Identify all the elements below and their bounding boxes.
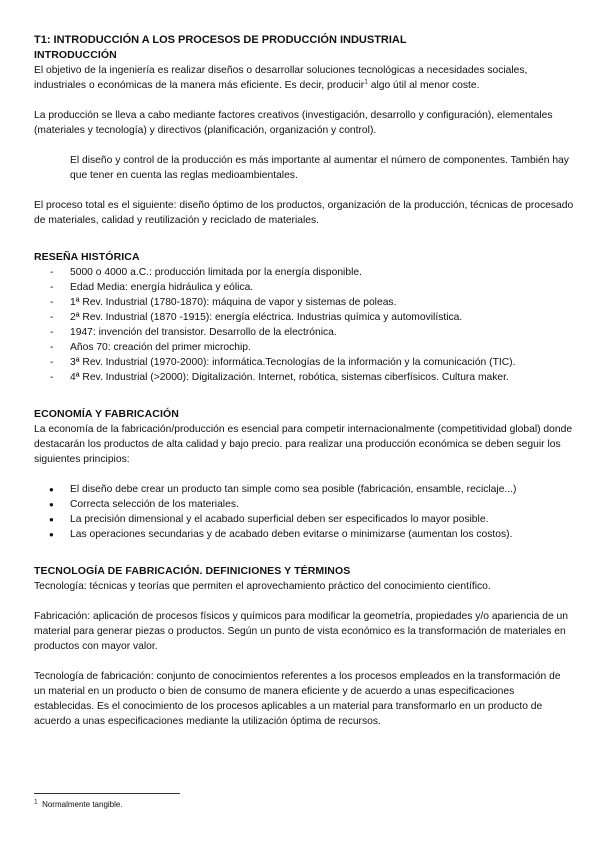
footnote-divider: [34, 793, 180, 794]
list-item: ● Correcta selección de los materiales.: [34, 497, 574, 512]
intro-paragraph-4: El proceso total es el siguiente: diseño óptimo de los productos, organización de la producción, técnicas de procesado de materiales, calidad y reutilización y reciclado de materiales.: [34, 200, 574, 226]
economy-heading: ECONOMÍA Y FABRICACIÓN: [34, 408, 179, 420]
document-page: [34, 33, 574, 729]
footnote: [34, 800, 123, 809]
list-item: - Años 70: creación del primer microchip.: [34, 340, 574, 355]
technology-heading: TECNOLOGÍA DE FABRICACIÓN. DEFINICIONES Y TÉRMINOS: [34, 565, 351, 577]
list-item: ● El diseño debe crear un producto tan simple como sea posible (fabricación, ensamble, reciclaje...): [34, 482, 574, 497]
list-item: - 1ª Rev. Industrial (1780-1870): máquina de vapor y sistemas de poleas.: [34, 295, 574, 310]
list-item: - 5000 o 4000 a.C.: producción limitada por la energía disponible.: [34, 265, 574, 280]
intro-paragraph-3: El diseño y control de la producción es más importante al aumentar el número de componentes. También hay que tener en cuenta las reglas medioambientales.: [70, 155, 569, 181]
intro-p1-text-b: algo útil al menor coste.: [367, 80, 480, 91]
list-item: - 4ª Rev. Industrial (>2000): Digitalización. Internet, robótica, sistemas ciberfísicos. Cultura maker.: [34, 370, 574, 385]
technology-paragraph-1: Tecnología: técnicas y teorías que permiten el aprovechamiento práctico del conocimiento científico.: [34, 581, 491, 592]
economy-list: [34, 482, 574, 542]
intro-paragraph-1: [34, 63, 574, 93]
intro-paragraph-2: La producción se lleva a cabo mediante factores creativos (investigación, desarrollo y configuración), elementales (materiales y tecnología) y directivos (planificación, organización y control).: [34, 110, 553, 136]
footnote-text: Normalmente tangible.: [42, 800, 123, 809]
page-title: T1: INTRODUCCIÓN A LOS PROCESOS DE PRODUCCIÓN INDUSTRIAL: [34, 34, 407, 46]
list-item: - 1947: invención del transistor. Desarrollo de la electrónica.: [34, 325, 574, 340]
history-heading: RESEÑA HISTÓRICA: [34, 251, 140, 263]
technology-paragraph-2: Fabricación: aplicación de procesos físicos y químicos para modificar la geometría, propiedades y/o apariencia de un material para generar piezas o productos. Según un punto de vista económico es la transformación de materiales en productos con mayor valor.: [34, 611, 569, 652]
list-item: - Edad Media: energía hidráulica y eólica.: [34, 280, 574, 295]
list-item: ● Las operaciones secundarias y de acabado deben evitarse o minimizarse (aumentan los costos).: [34, 527, 574, 542]
history-list: [34, 265, 574, 385]
list-item: ● La precisión dimensional y el acabado superficial deben ser especificados lo mayor posible.: [34, 512, 574, 527]
list-item: - 2ª Rev. Industrial (1870 -1915): energía eléctrica. Industrias química y automovilística.: [34, 310, 574, 325]
footnote-ref: 1: [364, 78, 368, 86]
economy-paragraph-1: La economía de la fabricación/producción es esencial para competir internacionalmente (competitividad global) donde destacarán los productos de alta calidad y bajo precio. para realizar una producción económica se deben seguir los siguientes principios:: [34, 424, 573, 465]
technology-paragraph-3: Tecnología de fabricación: conjunto de conocimientos referentes a los procesos empleados en la transformación de un material en un producto o bien de consumo de manera eficiente y de acuerdo a unas especificaciones establecidas. Es el conocimiento de los procesos aplicables a un material para transformarlo en un producto de acuerdo a unas especificaciones mediante la utilización óptima de recursos.: [34, 671, 561, 727]
intro-heading: INTRODUCCIÓN: [34, 49, 117, 61]
footnote-mark: 1: [34, 798, 38, 806]
intro-p1-text-a: El objetivo de la ingeniería es realizar diseños o desarrollar soluciones tecnológicas a necesidades sociales, industriales o económicas de la manera más eficiente. Es decir, producir: [34, 65, 528, 91]
list-item: - 3ª Rev. Industrial (1970-2000): informática.Tecnologías de la información y la comunicación (TIC).: [34, 355, 574, 370]
